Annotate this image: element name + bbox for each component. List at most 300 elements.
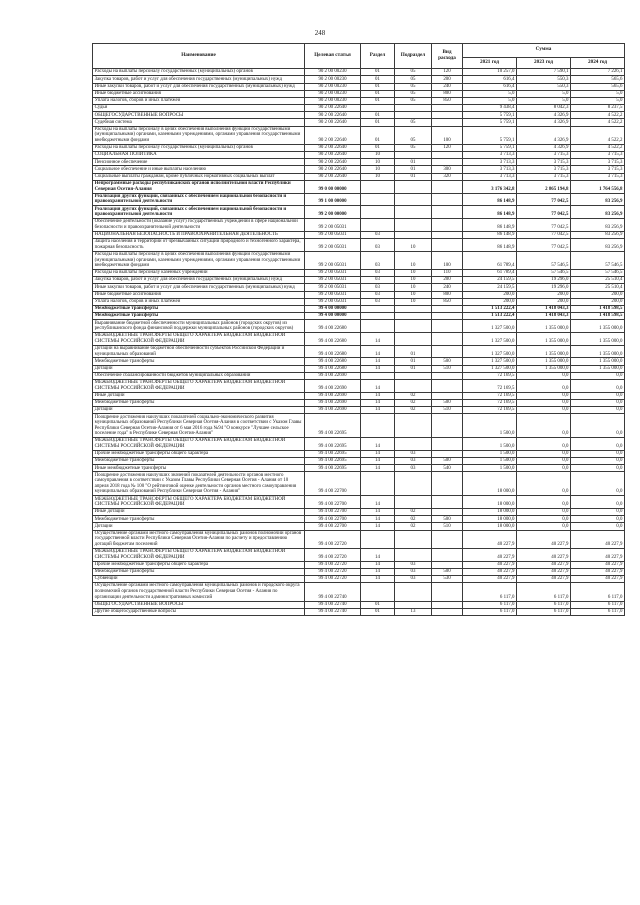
- cell-sum-2023: 57 546,5: [517, 270, 571, 277]
- cell-subsection: 03: [395, 458, 432, 465]
- cell-section: 14: [361, 407, 395, 414]
- cell-subsection: 05: [395, 126, 432, 144]
- cell-sum-2023: 0,0: [517, 372, 571, 379]
- cell-section: [361, 372, 395, 379]
- cell-name: Межбюджетные трансферты: [93, 568, 305, 575]
- cell-target-article: 90 2 00 22640: [305, 166, 361, 173]
- cell-subsection: 01: [395, 173, 432, 180]
- cell-section: [361, 530, 395, 548]
- table-row: [93, 345, 625, 358]
- cell-section: 03: [361, 291, 395, 298]
- table-row: [93, 238, 625, 251]
- cell-section: 14: [361, 365, 395, 372]
- cell-subsection: [395, 601, 432, 608]
- cell-target-article: 99 4 00 22680: [305, 365, 361, 372]
- cell-sum-2021: 3 713,3: [463, 173, 517, 180]
- cell-sum-2023: 6 117,0: [517, 583, 571, 601]
- cell-sum-2024: 1 355 000,0: [571, 345, 625, 358]
- cell-name: Прочие межбюджетные трансферты общего характера: [93, 450, 305, 457]
- cell-sum-2023: 4 326,9: [517, 126, 571, 144]
- table-row: [93, 530, 625, 548]
- cell-name: Расходы на выплаты персоналу государственных (муниципальных) органов: [93, 144, 305, 151]
- cell-target-article: 99 4 00 22720: [305, 576, 361, 583]
- cell-sum-2023: 40 227,9: [517, 576, 571, 583]
- cell-sum-2021: 5 759,1: [463, 144, 517, 151]
- table-row: [93, 313, 625, 320]
- table-row: [93, 105, 625, 112]
- cell-expense-type: [432, 392, 463, 399]
- cell-expense-type: [432, 372, 463, 379]
- cell-subsection: 01: [395, 159, 432, 166]
- cell-subsection: [395, 152, 432, 159]
- cell-section: [361, 472, 395, 496]
- cell-sum-2023: 0,0: [517, 516, 571, 523]
- cell-sum-2024: 0,0: [571, 465, 625, 472]
- cell-name: Осуществление органами местного самоуправления муниципальных районов и городского округа полномочий органов государственной власти Республики Северная Осетия - Алания по организации деятельности административных комиссий: [93, 583, 305, 601]
- cell-name: Межбюджетные трансферты: [93, 516, 305, 523]
- cell-sum-2021: 86 148,9: [463, 231, 517, 238]
- table-row: [93, 152, 625, 159]
- cell-target-article: 99 4 00 22680: [305, 320, 361, 333]
- cell-sum-2021: 6 117,0: [463, 583, 517, 601]
- cell-name: Уплата налогов, сборов и иных платежей: [93, 97, 305, 104]
- cell-expense-type: [432, 583, 463, 601]
- cell-section: 01: [361, 126, 395, 144]
- cell-expense-type: [432, 438, 463, 451]
- cell-section: 01: [361, 144, 395, 151]
- cell-target-article: 99 2 00 05031: [305, 238, 361, 251]
- cell-expense-type: [432, 159, 463, 166]
- cell-sum-2021: 1 327 500,0: [463, 345, 517, 358]
- cell-sum-2024: 83 256,9: [571, 193, 625, 206]
- cell-sum-2024: 25 510,4: [571, 277, 625, 284]
- cell-expense-type: 110: [432, 270, 463, 277]
- header-section: Раздел: [361, 44, 395, 69]
- cell-name: Дотации: [93, 407, 305, 414]
- cell-subsection: [395, 112, 432, 119]
- cell-sum-2021: 3 713,3: [463, 159, 517, 166]
- cell-sum-2024: 57 546,5: [571, 251, 625, 269]
- cell-section: 01: [361, 76, 395, 83]
- cell-section: 03: [361, 270, 395, 277]
- cell-name: Иные межбюджетные трансферты: [93, 465, 305, 472]
- cell-expense-type: [432, 193, 463, 206]
- cell-sum-2024: 6 117,0: [571, 583, 625, 601]
- cell-sum-2024: 83 256,9: [571, 219, 625, 232]
- cell-sum-2024: 40 227,9: [571, 568, 625, 575]
- cell-target-article: 99 4 00 22695: [305, 458, 361, 465]
- cell-subsection: 02: [395, 516, 432, 523]
- cell-subsection: [395, 583, 432, 601]
- cell-expense-type: 200: [432, 277, 463, 284]
- cell-expense-type: 500: [432, 516, 463, 523]
- cell-sum-2023: 1 355 000,0: [517, 345, 571, 358]
- table-row: [93, 144, 625, 151]
- cell-subsection: [395, 496, 432, 509]
- cell-subsection: 01: [395, 365, 432, 372]
- cell-sum-2021: 616,4: [463, 83, 517, 90]
- cell-sum-2024: 0,0: [571, 407, 625, 414]
- cell-subsection: 05: [395, 69, 432, 76]
- cell-name: Социальное обеспечение и иные выплаты населению: [93, 166, 305, 173]
- cell-section: 01: [361, 119, 395, 126]
- cell-sum-2021: 40 227,9: [463, 530, 517, 548]
- cell-sum-2021: 61 789,4: [463, 270, 517, 277]
- cell-sum-2024: 1 418 598,5: [571, 313, 625, 320]
- cell-sum-2021: 616,4: [463, 76, 517, 83]
- table-row: [93, 372, 625, 379]
- cell-subsection: 05: [395, 83, 432, 90]
- cell-sum-2024: 0,0: [571, 509, 625, 516]
- cell-target-article: 90 2 00 00230: [305, 83, 361, 90]
- cell-name: Реализация других функций, связанных с обеспечением национальной безопасности и правоохранительной деятельности: [93, 206, 305, 219]
- cell-sum-2021: 18 000,0: [463, 509, 517, 516]
- cell-target-article: 99 2 00 05031: [305, 298, 361, 305]
- cell-section: [361, 193, 395, 206]
- cell-sum-2023: 77 042,5: [517, 193, 571, 206]
- cell-sum-2021: 86 148,9: [463, 206, 517, 219]
- table-row: [93, 332, 625, 345]
- cell-expense-type: [432, 152, 463, 159]
- cell-name: Иные закупки товаров, работ и услуг для обеспечения государственных (муниципальных) нужд: [93, 83, 305, 90]
- cell-subsection: 05: [395, 97, 432, 104]
- cell-sum-2024: 0,0: [571, 414, 625, 438]
- table-row: [93, 392, 625, 399]
- cell-section: [361, 583, 395, 601]
- cell-name: Межбюджетные трансферты: [93, 358, 305, 365]
- cell-expense-type: [432, 206, 463, 219]
- cell-subsection: [395, 219, 432, 232]
- cell-sum-2023: 3 715,3: [517, 159, 571, 166]
- table-row: [93, 320, 625, 333]
- cell-name: Непрограммные расходы республиканских органов исполнительной власти Республики Северная Осетия-Алания: [93, 180, 305, 193]
- cell-sum-2021: 1 500,0: [463, 465, 517, 472]
- cell-section: 01: [361, 90, 395, 97]
- cell-sum-2024: 5,0: [571, 90, 625, 97]
- header-name: Наименование: [93, 44, 305, 69]
- cell-name: Защита населения и территории от чрезвычайных ситуаций природного и техногенного характера, пожарная безопасность: [93, 238, 305, 251]
- cell-expense-type: 800: [432, 291, 463, 298]
- cell-expense-type: [432, 112, 463, 119]
- cell-section: 14: [361, 576, 395, 583]
- cell-sum-2024: 0,0: [571, 472, 625, 496]
- table-row: [93, 458, 625, 465]
- cell-subsection: [395, 372, 432, 379]
- cell-sum-2024: 40 227,9: [571, 530, 625, 548]
- cell-sum-2023: 3 715,3: [517, 173, 571, 180]
- cell-target-article: 99 4 00 22740: [305, 601, 361, 608]
- cell-name: Межбюджетные трансферты: [93, 305, 305, 312]
- cell-target-article: 99 4 00 22695: [305, 465, 361, 472]
- cell-sum-2023: 8 042,3: [517, 105, 571, 112]
- cell-subsection: 13: [395, 608, 432, 615]
- cell-target-article: 90 2 00 00230: [305, 90, 361, 97]
- table-row: [93, 407, 625, 414]
- table-row: [93, 509, 625, 516]
- cell-expense-type: [432, 105, 463, 112]
- table-row: [93, 193, 625, 206]
- cell-sum-2023: 550,3: [517, 76, 571, 83]
- cell-expense-type: [432, 180, 463, 193]
- cell-expense-type: 100: [432, 251, 463, 269]
- cell-target-article: 99 4 00 22680: [305, 345, 361, 358]
- table-row: [93, 438, 625, 451]
- cell-sum-2023: 77 042,5: [517, 231, 571, 238]
- cell-name: Судебная система: [93, 119, 305, 126]
- cell-subsection: 01: [395, 358, 432, 365]
- table-row: [93, 173, 625, 180]
- cell-section: 03: [361, 231, 395, 238]
- cell-target-article: 99 2 00 05031: [305, 219, 361, 232]
- cell-expense-type: 850: [432, 298, 463, 305]
- cell-target-article: 99 4 00 00000: [305, 305, 361, 312]
- cell-sum-2021: 1 500,0: [463, 438, 517, 451]
- cell-sum-2021: 1 513 222,4: [463, 305, 517, 312]
- header-year-2024: 2024 год: [571, 57, 625, 69]
- table-row: [93, 465, 625, 472]
- cell-name: МЕЖБЮДЖЕТНЫЕ ТРАНСФЕРТЫ ОБЩЕГО ХАРАКТЕРА БЮДЖЕТАМ БЮДЖЕТНОЙ СИСТЕМЫ РОССИЙСКОЙ ФЕДЕРАЦИИ: [93, 379, 305, 392]
- cell-name: Другие общегосударственные вопросы: [93, 608, 305, 615]
- cell-name: МЕЖБЮДЖЕТНЫЕ ТРАНСФЕРТЫ ОБЩЕГО ХАРАКТЕРА БЮДЖЕТАМ БЮДЖЕТНОЙ СИСТЕМЫ РОССИЙСКОЙ ФЕДЕРАЦИИ: [93, 332, 305, 345]
- cell-target-article: 99 4 00 00000: [305, 313, 361, 320]
- cell-expense-type: [432, 414, 463, 438]
- cell-subsection: 10: [395, 291, 432, 298]
- cell-target-article: 99 4 00 22690: [305, 407, 361, 414]
- cell-expense-type: [432, 119, 463, 126]
- cell-sum-2024: 200,0: [571, 291, 625, 298]
- cell-sum-2024: 3 715,3: [571, 159, 625, 166]
- cell-subsection: 03: [395, 568, 432, 575]
- cell-sum-2023: 1 355 000,0: [517, 358, 571, 365]
- table-row: [93, 277, 625, 284]
- cell-sum-2024: 5,0: [571, 97, 625, 104]
- table-row: [93, 576, 625, 583]
- cell-section: 01: [361, 83, 395, 90]
- table-row: [93, 159, 625, 166]
- cell-sum-2024: 3 715,3: [571, 173, 625, 180]
- cell-subsection: 10: [395, 251, 432, 269]
- cell-target-article: 99 2 00 05031: [305, 251, 361, 269]
- cell-target-article: 99 4 00 22740: [305, 583, 361, 601]
- cell-sum-2021: 61 789,4: [463, 251, 517, 269]
- cell-sum-2024: 4 522,2: [571, 144, 625, 151]
- cell-name: МЕЖБЮДЖЕТНЫЕ ТРАНСФЕРТЫ ОБЩЕГО ХАРАКТЕРА БЮДЖЕТАМ БЮДЖЕТНОЙ СИСТЕМЫ РОССИЙСКОЙ ФЕДЕРАЦИИ: [93, 496, 305, 509]
- cell-sum-2023: 0,0: [517, 509, 571, 516]
- cell-sum-2021: 72 169,5: [463, 379, 517, 392]
- cell-sum-2023: 0,0: [517, 450, 571, 457]
- cell-sum-2023: 5,0: [517, 90, 571, 97]
- cell-sum-2023: 77 042,5: [517, 219, 571, 232]
- cell-sum-2023: 57 546,5: [517, 251, 571, 269]
- header-subsection: Подраздел: [395, 44, 432, 69]
- cell-section: 01: [361, 608, 395, 615]
- table-row: [93, 270, 625, 277]
- cell-target-article: 99 4 00 22720: [305, 561, 361, 568]
- table-row: [93, 83, 625, 90]
- cell-sum-2023: 3 715,3: [517, 152, 571, 159]
- header-year-2021: 2021 год: [463, 57, 517, 69]
- cell-sum-2021: 18 000,0: [463, 472, 517, 496]
- cell-target-article: 99 4 00 22690: [305, 379, 361, 392]
- cell-name: Иные дотации: [93, 392, 305, 399]
- cell-subsection: 05: [395, 119, 432, 126]
- cell-sum-2021: 5,0: [463, 97, 517, 104]
- cell-sum-2023: 4 326,9: [517, 119, 571, 126]
- cell-section: 10: [361, 173, 395, 180]
- cell-sum-2024: 1 355 000,0: [571, 320, 625, 333]
- cell-target-article: 99 4 00 22700: [305, 496, 361, 509]
- table-row: [93, 119, 625, 126]
- cell-section: [361, 219, 395, 232]
- cell-expense-type: [432, 320, 463, 333]
- cell-subsection: 02: [395, 407, 432, 414]
- cell-subsection: [395, 379, 432, 392]
- header-year-2023: 2023 год: [517, 57, 571, 69]
- cell-sum-2021: 86 148,9: [463, 238, 517, 251]
- cell-name: НАЦИОНАЛЬНАЯ БЕЗОПАСНОСТЬ И ПРАВООХРАНИТЕЛЬНАЯ ДЕЯТЕЛЬНОСТЬ: [93, 231, 305, 238]
- cell-expense-type: [432, 601, 463, 608]
- cell-sum-2023: 4 326,9: [517, 144, 571, 151]
- cell-subsection: [395, 105, 432, 112]
- cell-name: Реализация других функций, связанных с обеспечением национальной безопасности и правоохранительной деятельности: [93, 193, 305, 206]
- cell-section: 14: [361, 458, 395, 465]
- cell-subsection: [395, 180, 432, 193]
- cell-name: Дотации на выравнивание бюджетной обеспеченности субъектов Российской Федерации и муниципальных образований: [93, 345, 305, 358]
- cell-sum-2023: 40 227,9: [517, 548, 571, 561]
- cell-sum-2023: 1 355 000,0: [517, 365, 571, 372]
- cell-expense-type: 540: [432, 465, 463, 472]
- cell-target-article: 99 4 00 22680: [305, 358, 361, 365]
- cell-expense-type: [432, 231, 463, 238]
- cell-target-article: 99 2 00 05031: [305, 277, 361, 284]
- cell-target-article: 99 4 00 22720: [305, 568, 361, 575]
- cell-sum-2023: 0,0: [517, 496, 571, 509]
- cell-name: ОБЩЕГОСУДАРСТВЕННЫЕ ВОПРОСЫ: [93, 601, 305, 608]
- table-row: [93, 305, 625, 312]
- cell-target-article: 90 2 00 22640: [305, 105, 361, 112]
- cell-sum-2021: 5,0: [463, 90, 517, 97]
- table-row: [93, 112, 625, 119]
- table-row: [93, 450, 625, 457]
- cell-sum-2024: 0,0: [571, 523, 625, 530]
- cell-expense-type: [432, 548, 463, 561]
- cell-sum-2024: 6 117,0: [571, 601, 625, 608]
- cell-target-article: 99 2 00 05031: [305, 284, 361, 291]
- cell-target-article: 99 4 00 22695: [305, 438, 361, 451]
- page-number: 248: [314, 29, 326, 37]
- cell-sum-2024: 1 355 000,0: [571, 365, 625, 372]
- cell-section: 14: [361, 392, 395, 399]
- table-body: [93, 69, 625, 616]
- table-row: [93, 90, 625, 97]
- cell-name: Прочие межбюджетные трансферты общего характера: [93, 561, 305, 568]
- cell-sum-2024: 83 256,9: [571, 206, 625, 219]
- cell-name: Выравнивание бюджетной обеспеченности муниципальных районов (городских округов) из республиканского фонда финансовой поддержки муниципальных районов (городских округов): [93, 320, 305, 333]
- cell-subsection: [395, 313, 432, 320]
- cell-sum-2023: 0,0: [517, 399, 571, 406]
- cell-subsection: 02: [395, 523, 432, 530]
- cell-sum-2024: 4 522,2: [571, 126, 625, 144]
- table-header: [93, 44, 625, 69]
- cell-sum-2021: 40 227,9: [463, 548, 517, 561]
- cell-name: Закупка товаров, работ и услуг для обеспечения государственных (муниципальных) нужд: [93, 277, 305, 284]
- cell-section: 01: [361, 112, 395, 119]
- cell-sum-2021: 40 227,9: [463, 568, 517, 575]
- cell-expense-type: 500: [432, 458, 463, 465]
- cell-target-article: 90 2 00 22640: [305, 112, 361, 119]
- cell-expense-type: 510: [432, 365, 463, 372]
- cell-expense-type: 240: [432, 83, 463, 90]
- cell-subsection: 10: [395, 238, 432, 251]
- cell-target-article: 99 4 00 22700: [305, 472, 361, 496]
- cell-sum-2024: 1 418 598,5: [571, 305, 625, 312]
- cell-target-article: 99 4 00 22680: [305, 332, 361, 345]
- cell-name: МЕЖБЮДЖЕТНЫЕ ТРАНСФЕРТЫ ОБЩЕГО ХАРАКТЕРА БЮДЖЕТАМ БЮДЖЕТНОЙ СИСТЕМЫ РОССИЙСКОЙ ФЕДЕРАЦИИ: [93, 548, 305, 561]
- cell-sum-2021: 1 500,0: [463, 458, 517, 465]
- cell-expense-type: 300: [432, 166, 463, 173]
- cell-name: МЕЖБЮДЖЕТНЫЕ ТРАНСФЕРТЫ ОБЩЕГО ХАРАКТЕРА БЮДЖЕТАМ БЮДЖЕТНОЙ СИСТЕМЫ РОССИЙСКОЙ ФЕДЕРАЦИИ: [93, 438, 305, 451]
- cell-subsection: [395, 332, 432, 345]
- cell-section: 14: [361, 516, 395, 523]
- cell-name: Иные дотации: [93, 509, 305, 516]
- cell-target-article: 99 4 00 22700: [305, 509, 361, 516]
- cell-section: 14: [361, 568, 395, 575]
- cell-name: Уплата налогов, сборов и иных платежей: [93, 298, 305, 305]
- cell-section: 01: [361, 69, 395, 76]
- cell-target-article: 90 2 00 22640: [305, 159, 361, 166]
- cell-expense-type: 500: [432, 568, 463, 575]
- cell-name: Расходы на выплаты персоналу в целях обеспечения выполнения функций государственными (муниципальными) органами, казенными учреждениями, органами управления государственными внебюджетными фондами: [93, 251, 305, 269]
- table-row: [93, 298, 625, 305]
- cell-subsection: [395, 530, 432, 548]
- table-row: [93, 97, 625, 104]
- cell-subsection: [395, 305, 432, 312]
- cell-name: Иные закупки товаров, работ и услуг для обеспечения государственных (муниципальных) нужд: [93, 284, 305, 291]
- cell-subsection: 05: [395, 144, 432, 151]
- cell-sum-2021: 1 327 500,0: [463, 365, 517, 372]
- cell-subsection: [395, 231, 432, 238]
- cell-sum-2021: 9 438,4: [463, 105, 517, 112]
- cell-name: Обеспечение сбалансированности бюджетов муниципальных образований: [93, 372, 305, 379]
- cell-sum-2021: 200,0: [463, 298, 517, 305]
- cell-target-article: 99 1 00 00000: [305, 193, 361, 206]
- cell-name: Дотации: [93, 365, 305, 372]
- cell-sum-2024: 1 355 000,0: [571, 332, 625, 345]
- cell-name: Межбюджетные трансферты: [93, 399, 305, 406]
- cell-subsection: [395, 438, 432, 451]
- cell-target-article: 99 2 00 05031: [305, 231, 361, 238]
- table-row: [93, 516, 625, 523]
- cell-subsection: 03: [395, 561, 432, 568]
- cell-subsection: [395, 414, 432, 438]
- cell-sum-2024: 565,6: [571, 83, 625, 90]
- cell-sum-2024: 200,0: [571, 298, 625, 305]
- cell-sum-2021: 1 327 500,0: [463, 332, 517, 345]
- cell-sum-2024: 83 256,9: [571, 238, 625, 251]
- cell-expense-type: 500: [432, 358, 463, 365]
- cell-sum-2021: 5 759,1: [463, 112, 517, 119]
- cell-expense-type: [432, 332, 463, 345]
- cell-sum-2024: 0,0: [571, 372, 625, 379]
- cell-section: 14: [361, 548, 395, 561]
- cell-expense-type: [432, 608, 463, 615]
- cell-sum-2023: 6 117,0: [517, 608, 571, 615]
- cell-sum-2023: 0,0: [517, 472, 571, 496]
- cell-expense-type: [432, 450, 463, 457]
- cell-expense-type: 100: [432, 126, 463, 144]
- cell-sum-2023: 0,0: [517, 458, 571, 465]
- cell-sum-2024: 3 715,3: [571, 166, 625, 173]
